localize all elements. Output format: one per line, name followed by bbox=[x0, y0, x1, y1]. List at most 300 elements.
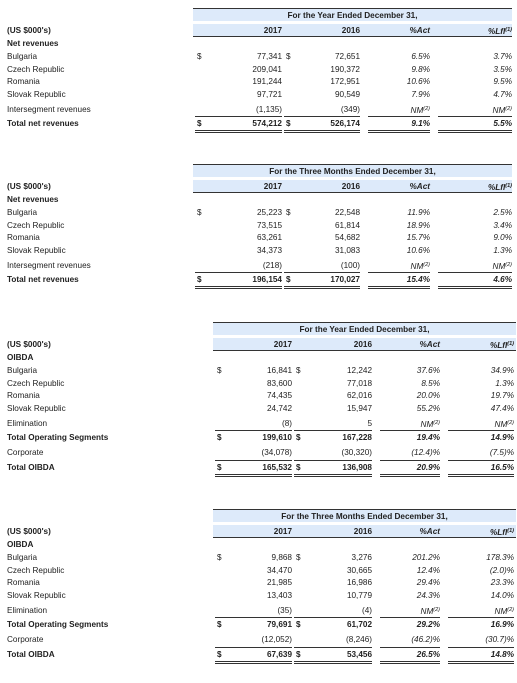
pct-actual-footnote: (2) bbox=[423, 262, 430, 268]
value-2016: (349) bbox=[340, 105, 360, 114]
currency-symbol: $ bbox=[286, 52, 291, 61]
col-header-lfl-footnote: (1) bbox=[505, 27, 512, 33]
col-header-lfl bbox=[464, 525, 514, 539]
table-row bbox=[0, 63, 517, 76]
currency-symbol: $ bbox=[197, 208, 202, 217]
currency-symbol: $ bbox=[217, 619, 222, 629]
pct-like-for-like-value: 19.7% bbox=[490, 391, 514, 400]
pct-actual-value: 12.4% bbox=[416, 565, 440, 575]
pct-actual bbox=[390, 589, 440, 602]
row-label: Total net revenues bbox=[7, 274, 79, 284]
pct-actual-value: 10.6% bbox=[406, 77, 430, 86]
row-label: Czech Republic bbox=[7, 565, 65, 575]
table-3 bbox=[0, 322, 517, 492]
row-label: Slovak Republic bbox=[7, 89, 66, 99]
pct-like-for-like bbox=[464, 389, 514, 402]
col-header-lfl-text: %Lfl bbox=[487, 183, 506, 192]
pct-actual-value: 7.9% bbox=[411, 89, 430, 99]
table-row bbox=[0, 417, 517, 430]
table-row bbox=[0, 50, 517, 63]
pct-actual-value: 10.6% bbox=[406, 245, 430, 255]
value-2016: (8,246) bbox=[346, 634, 372, 644]
pct-actual-value: 9.1% bbox=[411, 118, 430, 128]
col-header-act: %Act bbox=[419, 527, 440, 536]
double-underline bbox=[368, 286, 430, 289]
row-label: Elimination bbox=[7, 606, 48, 615]
col-header-act: %Act bbox=[409, 182, 430, 191]
corporate-row bbox=[0, 446, 517, 459]
pct-like-for-like bbox=[464, 648, 514, 661]
section-label: Net revenues bbox=[7, 195, 59, 204]
total-row bbox=[0, 461, 517, 474]
col-header-lfl bbox=[462, 24, 512, 38]
pct-like-for-like-footnote: (2) bbox=[507, 607, 514, 613]
row-label: Total OIBDA bbox=[7, 649, 55, 659]
section-label-row bbox=[0, 37, 517, 50]
row-label: Total Operating Segments bbox=[7, 619, 109, 629]
pct-like-for-like bbox=[464, 576, 514, 589]
pct-like-for-like-value: (2.0)% bbox=[489, 565, 514, 575]
value-2017: (12,052) bbox=[261, 634, 292, 644]
pct-actual bbox=[390, 402, 440, 415]
pct-like-for-like-value: 3.5% bbox=[493, 64, 512, 74]
col-header-act: %Act bbox=[419, 340, 440, 349]
double-underline bbox=[368, 130, 430, 133]
pct-like-for-like-value: (30.7)% bbox=[485, 634, 514, 644]
row-label: Czech Republic bbox=[7, 378, 65, 388]
value-2017: 24,742 bbox=[266, 403, 292, 413]
pct-actual-value: 37.6% bbox=[416, 366, 440, 375]
table-row bbox=[0, 604, 517, 617]
row-label: Romania bbox=[7, 391, 40, 400]
pct-actual-value: (46.2)% bbox=[411, 634, 440, 644]
double-underline bbox=[294, 474, 372, 477]
unit-label: (US $000's) bbox=[7, 182, 51, 191]
currency-symbol: $ bbox=[296, 619, 301, 629]
pct-actual-footnote: (2) bbox=[433, 420, 440, 426]
value-2016: 54,682 bbox=[334, 233, 360, 242]
pct-like-for-like-value: 1.3% bbox=[493, 245, 512, 255]
value-2016: 3,276 bbox=[351, 553, 372, 562]
currency-symbol: $ bbox=[197, 52, 202, 61]
pct-like-for-like-value: 9.0% bbox=[493, 233, 512, 242]
value-2017: 67,639 bbox=[266, 649, 292, 659]
row-label: Corporate bbox=[7, 634, 44, 644]
pct-like-for-like-value: 14.9% bbox=[490, 432, 514, 442]
row-label: Slovak Republic bbox=[7, 245, 66, 255]
pct-like-for-like bbox=[464, 364, 514, 377]
pct-actual-value: 8.5% bbox=[421, 378, 440, 388]
row-label: Czech Republic bbox=[7, 64, 65, 74]
pct-like-for-like-value: 5.5% bbox=[493, 118, 512, 128]
pct-actual bbox=[390, 431, 440, 444]
pct-like-for-like bbox=[464, 461, 514, 474]
pct-like-for-like-value: 4.6% bbox=[493, 274, 512, 284]
value-2016: 30,665 bbox=[346, 565, 372, 575]
double-underline bbox=[380, 474, 440, 477]
currency-symbol: $ bbox=[286, 274, 291, 284]
currency-symbol: $ bbox=[286, 118, 291, 128]
value-2016: 526,174 bbox=[330, 118, 360, 128]
pct-actual-value: 20.0% bbox=[416, 391, 440, 400]
pct-actual-value: 6.5% bbox=[411, 52, 430, 61]
pct-actual-value: 15.4% bbox=[406, 274, 430, 284]
pct-like-for-like bbox=[462, 273, 512, 286]
value-2016: (4) bbox=[361, 606, 372, 615]
pct-like-for-like-value: NM bbox=[492, 262, 506, 271]
pct-like-for-like bbox=[462, 244, 512, 257]
col-header-2017: 2017 bbox=[263, 182, 282, 191]
header-labels bbox=[0, 24, 517, 37]
header-labels bbox=[0, 180, 517, 193]
pct-like-for-like-value: 23.3% bbox=[490, 578, 514, 587]
pct-actual bbox=[380, 63, 430, 76]
pct-like-for-like bbox=[464, 618, 514, 631]
row-label: Total OIBDA bbox=[7, 462, 55, 472]
section-label-row bbox=[0, 193, 517, 206]
pct-like-for-like bbox=[464, 446, 514, 459]
value-2016: 170,027 bbox=[330, 274, 360, 284]
currency-symbol: $ bbox=[197, 274, 202, 284]
value-2017: 9,868 bbox=[271, 553, 292, 562]
unit-label: (US $000's) bbox=[7, 527, 51, 536]
pct-actual bbox=[390, 633, 440, 646]
col-header-lfl-text: %Lfl bbox=[489, 528, 508, 537]
value-2016: 172,951 bbox=[330, 77, 360, 86]
value-2016: 72,651 bbox=[334, 52, 360, 61]
pct-like-for-like-value: 3.7% bbox=[493, 52, 512, 61]
pct-like-for-like-value: 3.4% bbox=[493, 220, 512, 230]
pct-like-for-like-value: (7.5)% bbox=[489, 447, 514, 457]
row-label: Bulgaria bbox=[7, 52, 38, 61]
pct-like-for-like bbox=[462, 75, 512, 88]
value-2017: (1,135) bbox=[256, 105, 282, 114]
double-underline bbox=[448, 474, 514, 477]
table-row bbox=[0, 389, 517, 402]
value-2016: 15,947 bbox=[346, 403, 372, 413]
pct-actual bbox=[390, 551, 440, 564]
table-row bbox=[0, 377, 517, 390]
value-2017: 165,532 bbox=[262, 462, 292, 472]
value-2016: 90,549 bbox=[334, 89, 360, 99]
value-2016: 10,779 bbox=[346, 590, 372, 600]
pct-like-for-like-value: 2.5% bbox=[493, 208, 512, 217]
value-2016: 62,016 bbox=[346, 391, 372, 400]
header-labels bbox=[0, 525, 517, 538]
pct-like-for-like-value: 16.9% bbox=[490, 619, 514, 629]
value-2016: 5 bbox=[367, 419, 372, 428]
col-header-2017: 2017 bbox=[273, 340, 292, 349]
table-title: For the Year Ended December 31, bbox=[213, 322, 516, 335]
col-header-lfl-footnote: (1) bbox=[507, 341, 514, 347]
double-underline bbox=[448, 661, 514, 664]
table-row bbox=[0, 589, 517, 602]
currency-symbol: $ bbox=[296, 462, 301, 472]
double-underline bbox=[438, 130, 512, 133]
pct-actual-value: NM bbox=[420, 607, 434, 616]
value-2016: 16,986 bbox=[346, 578, 372, 587]
value-2017: 199,610 bbox=[262, 432, 292, 442]
table-row bbox=[0, 75, 517, 88]
table-row bbox=[0, 219, 517, 232]
double-underline bbox=[294, 661, 372, 664]
value-2017: 79,691 bbox=[266, 619, 292, 629]
col-header-lfl-footnote: (1) bbox=[505, 183, 512, 189]
pct-like-for-like-value: NM bbox=[492, 106, 506, 115]
row-label: Bulgaria bbox=[7, 553, 38, 562]
pct-actual bbox=[390, 564, 440, 577]
pct-like-for-like-value: NM bbox=[494, 607, 508, 616]
table-row bbox=[0, 88, 517, 101]
pct-actual bbox=[380, 231, 430, 244]
row-label: Romania bbox=[7, 77, 40, 86]
pct-like-for-like-value: 14.8% bbox=[490, 649, 514, 659]
value-2017: (34,078) bbox=[261, 447, 292, 457]
row-label: Intersegment revenues bbox=[7, 105, 91, 114]
pct-like-for-like-value: 14.0% bbox=[490, 590, 514, 600]
pct-like-for-like bbox=[462, 117, 512, 130]
pct-actual-value: 15.7% bbox=[406, 233, 430, 242]
currency-symbol: $ bbox=[296, 432, 301, 442]
subtotal-row bbox=[0, 431, 517, 444]
pct-actual-value: 24.3% bbox=[416, 590, 440, 600]
double-underline bbox=[215, 661, 292, 664]
table-row bbox=[0, 576, 517, 589]
value-2017: 25,223 bbox=[256, 208, 282, 217]
table-title: For the Three Months Ended December 31, bbox=[213, 509, 516, 522]
table-row bbox=[0, 231, 517, 244]
pct-actual-footnote: (2) bbox=[433, 607, 440, 613]
header-labels bbox=[0, 338, 517, 351]
pct-like-for-like-footnote: (2) bbox=[507, 420, 514, 426]
corporate-row bbox=[0, 633, 517, 646]
pct-actual bbox=[390, 389, 440, 402]
table-row bbox=[0, 259, 517, 272]
pct-actual bbox=[380, 117, 430, 130]
col-header-lfl bbox=[464, 338, 514, 352]
row-label: Czech Republic bbox=[7, 220, 65, 230]
pct-like-for-like-value: 34.9% bbox=[490, 366, 514, 375]
pct-like-for-like bbox=[462, 231, 512, 244]
pct-like-for-like-value: 16.5% bbox=[490, 462, 514, 472]
pct-actual bbox=[390, 377, 440, 390]
currency-symbol: $ bbox=[296, 553, 301, 562]
value-2017: 34,373 bbox=[256, 245, 282, 255]
pct-actual-value: 11.9% bbox=[407, 208, 430, 217]
value-2017: 191,244 bbox=[252, 77, 282, 86]
table-row bbox=[0, 551, 517, 564]
row-label: Intersegment revenues bbox=[7, 261, 91, 270]
table-4 bbox=[0, 509, 517, 679]
row-label: Slovak Republic bbox=[7, 590, 66, 600]
section-label: OIBDA bbox=[7, 353, 34, 362]
pct-actual bbox=[380, 75, 430, 88]
value-2016: (100) bbox=[340, 261, 360, 270]
value-2017: 77,341 bbox=[256, 52, 282, 61]
section-label-row bbox=[0, 538, 517, 551]
value-2017: (35) bbox=[277, 606, 292, 615]
pct-like-for-like bbox=[464, 377, 514, 390]
pct-actual-value: 26.5% bbox=[416, 649, 440, 659]
col-header-lfl-text: %Lfl bbox=[489, 341, 508, 350]
pct-like-for-like bbox=[464, 564, 514, 577]
row-label: Slovak Republic bbox=[7, 403, 66, 413]
pct-actual bbox=[390, 461, 440, 474]
double-underline bbox=[284, 286, 360, 289]
row-label: Corporate bbox=[7, 447, 44, 457]
value-2017: 63,261 bbox=[256, 233, 282, 242]
value-2017: 34,470 bbox=[266, 565, 292, 575]
total-row bbox=[0, 273, 517, 286]
pct-actual bbox=[380, 273, 430, 286]
pct-actual bbox=[390, 576, 440, 589]
pct-like-for-like-value: 1.3% bbox=[495, 378, 514, 388]
pct-like-for-like-value: 47.4% bbox=[490, 403, 514, 413]
value-2016: 167,228 bbox=[342, 432, 372, 442]
value-2016: 53,456 bbox=[346, 649, 372, 659]
col-header-2016: 2016 bbox=[341, 182, 360, 191]
row-label: Romania bbox=[7, 578, 40, 587]
row-label: Bulgaria bbox=[7, 208, 38, 217]
value-2016: 77,018 bbox=[346, 378, 372, 388]
total-row bbox=[0, 117, 517, 130]
pct-actual bbox=[390, 364, 440, 377]
row-label: Elimination bbox=[7, 419, 48, 428]
value-2016: 61,702 bbox=[346, 619, 372, 629]
unit-label: (US $000's) bbox=[7, 340, 51, 349]
col-header-2016: 2016 bbox=[341, 26, 360, 35]
currency-symbol: $ bbox=[217, 432, 222, 442]
value-2016: 136,908 bbox=[342, 462, 372, 472]
pct-actual-value: NM bbox=[410, 262, 424, 271]
pct-actual-value: 18.9% bbox=[406, 220, 430, 230]
pct-actual-value: 20.9% bbox=[416, 462, 440, 472]
double-underline bbox=[284, 130, 360, 133]
value-2017: 97,721 bbox=[256, 89, 282, 99]
pct-actual bbox=[380, 50, 430, 63]
pct-actual-value: 29.4% bbox=[416, 578, 440, 587]
value-2017: 83,600 bbox=[266, 378, 292, 388]
currency-symbol: $ bbox=[296, 649, 301, 659]
currency-symbol: $ bbox=[217, 366, 222, 375]
table-row bbox=[0, 103, 517, 116]
value-2016: 190,372 bbox=[330, 64, 360, 74]
pct-actual bbox=[380, 244, 430, 257]
value-2017: (218) bbox=[262, 261, 282, 270]
pct-like-for-like-value: 4.7% bbox=[493, 89, 512, 99]
pct-like-for-like-value: NM bbox=[494, 420, 508, 429]
col-header-lfl-text: %Lfl bbox=[487, 27, 506, 36]
pct-actual-value: NM bbox=[410, 106, 424, 115]
pct-actual bbox=[390, 648, 440, 661]
value-2016: 31,083 bbox=[334, 245, 360, 255]
pct-actual-value: 55.2% bbox=[416, 403, 440, 413]
pct-actual-value: 19.4% bbox=[416, 432, 440, 442]
table-row bbox=[0, 564, 517, 577]
pct-actual-footnote: (2) bbox=[423, 106, 430, 112]
pct-actual-value: 201.2% bbox=[412, 553, 440, 562]
col-header-lfl-footnote: (1) bbox=[507, 528, 514, 534]
value-2016: (30,320) bbox=[341, 447, 372, 457]
pct-actual-value: NM bbox=[420, 420, 434, 429]
pct-actual-value: 29.2% bbox=[416, 619, 440, 629]
table-1 bbox=[0, 8, 517, 178]
col-header-2016: 2016 bbox=[353, 527, 372, 536]
value-2017: 209,041 bbox=[252, 64, 282, 74]
total-row bbox=[0, 648, 517, 661]
col-header-2017: 2017 bbox=[273, 527, 292, 536]
pct-like-for-like bbox=[464, 551, 514, 564]
pct-actual-value: (12.4)% bbox=[411, 447, 440, 457]
value-2017: 21,985 bbox=[266, 578, 292, 587]
table-row bbox=[0, 206, 517, 219]
pct-actual-value: 9.8% bbox=[411, 64, 430, 74]
subtotal-row bbox=[0, 618, 517, 631]
value-2017: (8) bbox=[281, 419, 292, 428]
pct-like-for-like-value: 9.5% bbox=[493, 77, 512, 86]
currency-symbol: $ bbox=[217, 649, 222, 659]
currency-symbol: $ bbox=[296, 366, 301, 375]
value-2017: 74,435 bbox=[266, 391, 292, 400]
col-header-2017: 2017 bbox=[263, 26, 282, 35]
pct-like-for-like bbox=[464, 402, 514, 415]
pct-like-for-like bbox=[462, 206, 512, 219]
currency-symbol: $ bbox=[217, 462, 222, 472]
value-2016: 61,814 bbox=[334, 220, 360, 230]
col-header-2016: 2016 bbox=[353, 340, 372, 349]
value-2017: 73,515 bbox=[256, 220, 282, 230]
currency-symbol: $ bbox=[197, 118, 202, 128]
double-underline bbox=[215, 474, 292, 477]
pct-like-for-like-footnote: (2) bbox=[505, 262, 512, 268]
table-2 bbox=[0, 164, 517, 334]
col-header-act: %Act bbox=[409, 26, 430, 35]
pct-like-for-like bbox=[462, 88, 512, 101]
pct-like-for-like bbox=[464, 633, 514, 646]
col-header-lfl bbox=[462, 180, 512, 194]
double-underline bbox=[438, 286, 512, 289]
table-title: For the Three Months Ended December 31, bbox=[193, 164, 512, 177]
row-label: Bulgaria bbox=[7, 366, 38, 375]
value-2017: 196,154 bbox=[252, 274, 282, 284]
section-label: OIBDA bbox=[7, 540, 34, 549]
section-label-row bbox=[0, 351, 517, 364]
pct-like-for-like bbox=[462, 50, 512, 63]
currency-symbol: $ bbox=[217, 553, 222, 562]
value-2017: 574,212 bbox=[252, 118, 282, 128]
table-row bbox=[0, 244, 517, 257]
table-row bbox=[0, 364, 517, 377]
value-2017: 16,841 bbox=[266, 366, 292, 375]
pct-actual bbox=[380, 206, 430, 219]
pct-like-for-like bbox=[462, 63, 512, 76]
pct-like-for-like-footnote: (2) bbox=[505, 106, 512, 112]
section-label: Net revenues bbox=[7, 39, 59, 48]
double-underline bbox=[195, 286, 282, 289]
pct-actual bbox=[380, 219, 430, 232]
pct-actual bbox=[380, 88, 430, 101]
table-title: For the Year Ended December 31, bbox=[193, 8, 512, 21]
double-underline bbox=[195, 130, 282, 133]
pct-like-for-like-value: 178.3% bbox=[486, 553, 514, 562]
table-row bbox=[0, 402, 517, 415]
row-label: Total Operating Segments bbox=[7, 432, 109, 442]
value-2016: 22,548 bbox=[334, 208, 360, 217]
unit-label: (US $000's) bbox=[7, 26, 51, 35]
row-label: Romania bbox=[7, 233, 40, 242]
pct-like-for-like bbox=[464, 431, 514, 444]
pct-actual bbox=[390, 618, 440, 631]
